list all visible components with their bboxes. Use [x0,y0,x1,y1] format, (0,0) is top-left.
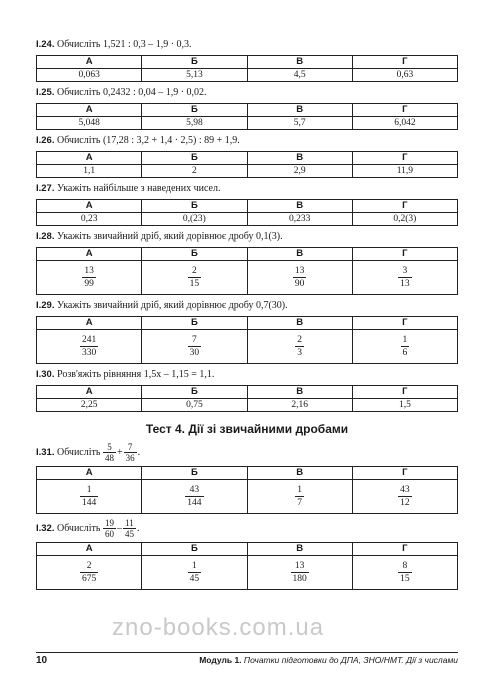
numerator: 1 [402,335,408,345]
option-v-value: 4,5 [247,69,352,82]
option-b-fraction [142,330,247,364]
question-number: I.27. [36,183,55,194]
question-i30 [36,368,458,412]
option-b-header: Б [142,317,247,330]
option-b-header: Б [142,543,247,556]
option-v-header: В [247,152,352,165]
page-footer [36,652,458,667]
denominator: 48 [104,453,114,463]
answer-table [36,103,458,130]
option-g-value: 11,9 [352,165,457,178]
denominator: 15 [189,279,200,289]
option-g-header: Г [352,104,457,117]
option-b-value: 5,98 [142,117,247,130]
question-text: Обчисліть [57,522,101,534]
question-text: Обчисліть 1,521 : 0,3 – 1,9 · 0,3. [57,39,192,50]
option-b-value: 5,13 [142,69,247,82]
question-i26 [36,134,458,178]
numerator: 13 [291,560,309,573]
option-b-header: Б [142,248,247,261]
answer-table [36,385,458,412]
numerator: 1 [80,484,98,497]
question-text: Обчисліть [57,446,101,458]
numerator: 7 [124,442,137,453]
numerator: 13 [84,266,94,276]
numerator: 2 [80,560,98,573]
option-g-value: 6,042 [352,117,457,130]
option-a-header: А [37,248,142,261]
option-g-header: Г [352,386,457,399]
option-a-header: А [37,56,142,69]
option-a-header: А [37,386,142,399]
denominator: 13 [400,279,410,289]
option-b-value: 0,75 [142,399,247,412]
question-text: Укажіть звичайний дріб, який дорівнює дробу 0,1(3). [57,231,283,242]
numerator: 19 [104,518,114,528]
option-v-header: В [247,248,352,261]
option-a-value: 0,063 [37,69,142,82]
option-a-header: А [37,317,142,330]
question-number: I.32. [36,522,55,534]
option-a-value: 0,23 [37,213,142,226]
answer-table [36,199,458,226]
denominator: 99 [84,279,94,289]
question-text: Укажіть найбільше з наведених чисел. [57,183,221,194]
answer-table [36,247,458,295]
option-g-fraction [352,480,457,514]
option-g-value: 0,63 [352,69,457,82]
option-v-value: 5,7 [247,117,352,130]
denominator: 30 [189,348,200,358]
option-v-fraction [247,556,352,590]
option-g-fraction [352,261,457,295]
option-b-header: Б [142,467,247,480]
question-i29 [36,299,458,364]
option-b-header: Б [142,386,247,399]
numerator: 13 [294,266,305,276]
option-g-header: Г [352,317,457,330]
question-i24 [36,38,458,82]
option-v-header: В [247,317,352,330]
option-v-header: В [247,56,352,69]
option-a-value: 5,048 [37,117,142,130]
footer-text [199,655,458,665]
option-g-header: Г [352,152,457,165]
numerator: 43 [400,485,410,495]
numerator: 11 [123,518,136,529]
denominator: 7 [297,498,302,508]
option-a-value: 1,1 [37,165,142,178]
option-g-header: Г [352,200,457,213]
denominator: 330 [82,348,97,358]
question-i32 [36,518,458,590]
question-i27 [36,182,458,226]
numerator: 1 [188,560,202,573]
answer-table [36,316,458,364]
numerator: 3 [398,265,412,278]
numerator: 7 [188,334,202,347]
question-i25 [36,86,458,130]
numerator: 43 [185,484,203,497]
option-v-value: 0,233 [247,213,352,226]
option-v-header: В [247,386,352,399]
answer-table [36,55,458,82]
denominator: 60 [104,529,114,539]
question-text: Обчисліть (17,28 : 3,2 + 1,4 · 2,5) : 89 + 1,9. [57,135,240,146]
period: . [136,522,140,534]
answer-table [36,151,458,178]
denominator: 3 [297,348,302,358]
option-v-header: В [247,467,352,480]
denominator: 675 [82,574,97,584]
page-number: 10 [36,655,48,666]
option-b-fraction [142,556,247,590]
option-v-value: 2,9 [247,165,352,178]
option-a-value: 2,25 [37,399,142,412]
option-a-header: А [37,200,142,213]
option-v-fraction [247,261,352,295]
question-number: I.26. [36,135,55,146]
expression [103,518,141,539]
option-v-header: В [247,104,352,117]
footer-module: Модуль 1. [199,655,242,665]
footer-subtitle: Початки підготовки до ДПА, ЗНО/НМТ. Дії з числами [243,655,458,665]
option-b-header: Б [142,200,247,213]
period: . [137,446,141,458]
question-text: Укажіть звичайний дріб, який дорівнює дробу 0,7(30). [57,300,288,311]
option-a-header: А [37,543,142,556]
question-number: I.30. [36,369,55,380]
denominator: 45 [124,529,134,539]
option-g-fraction [352,330,457,364]
option-g-value: 1,5 [352,399,457,412]
option-g-header: Г [352,56,457,69]
option-a-fraction [37,480,142,514]
numerator: 5 [103,442,116,453]
question-i31 [36,442,458,514]
question-text: Розв'яжіть рівняння 1,5x – 1,15 = 1,1. [57,369,215,380]
question-number: I.29. [36,300,55,311]
numerator: 1 [297,485,302,495]
option-g-header: Г [352,248,457,261]
option-v-fraction [247,480,352,514]
option-b-fraction [142,261,247,295]
option-v-fraction [247,330,352,364]
option-a-header: А [37,152,142,165]
option-g-header: Г [352,467,457,480]
numerator: 8 [398,560,412,573]
option-b-header: Б [142,152,247,165]
numerator: 2 [297,335,302,345]
option-a-header: А [37,104,142,117]
denominator: 144 [82,498,97,508]
question-i28 [36,230,458,295]
answer-table [36,466,458,514]
watermark: zno-books.com.ua [112,614,325,641]
option-a-fraction [37,556,142,590]
denominator: 90 [294,279,305,289]
option-a-fraction [37,330,142,364]
operator: + [116,446,123,458]
denominator: 144 [187,498,202,508]
option-a-fraction [37,261,142,295]
page-content [36,38,458,594]
question-text: Обчисліть 0,2432 : 0,04 – 1,9 · 0,02. [57,87,207,98]
numerator: 241 [82,335,97,345]
option-v-header: В [247,543,352,556]
option-b-header: Б [142,56,247,69]
question-number: I.25. [36,87,55,98]
option-g-header: Г [352,543,457,556]
question-number: I.24. [36,39,55,50]
answer-table [36,542,458,590]
denominator: 15 [400,574,410,584]
option-a-header: А [37,467,142,480]
question-number: I.31. [36,446,55,458]
denominator: 45 [189,574,200,584]
option-g-value: 0,2(3) [352,213,457,226]
expression [103,442,141,463]
option-b-value: 0,(23) [142,213,247,226]
option-g-fraction [352,556,457,590]
operator: – [116,522,122,534]
option-v-header: В [247,200,352,213]
option-b-header: Б [142,104,247,117]
option-b-value: 2 [142,165,247,178]
denominator: 180 [292,574,307,584]
option-v-value: 2,16 [247,399,352,412]
denominator: 36 [125,453,135,463]
denominator: 6 [402,348,408,358]
option-b-fraction [142,480,247,514]
denominator: 12 [400,498,410,508]
numerator: 2 [188,265,202,278]
test-title: Тест 4. Дії зі звичайними дробами [145,422,349,436]
question-number: I.28. [36,231,55,242]
